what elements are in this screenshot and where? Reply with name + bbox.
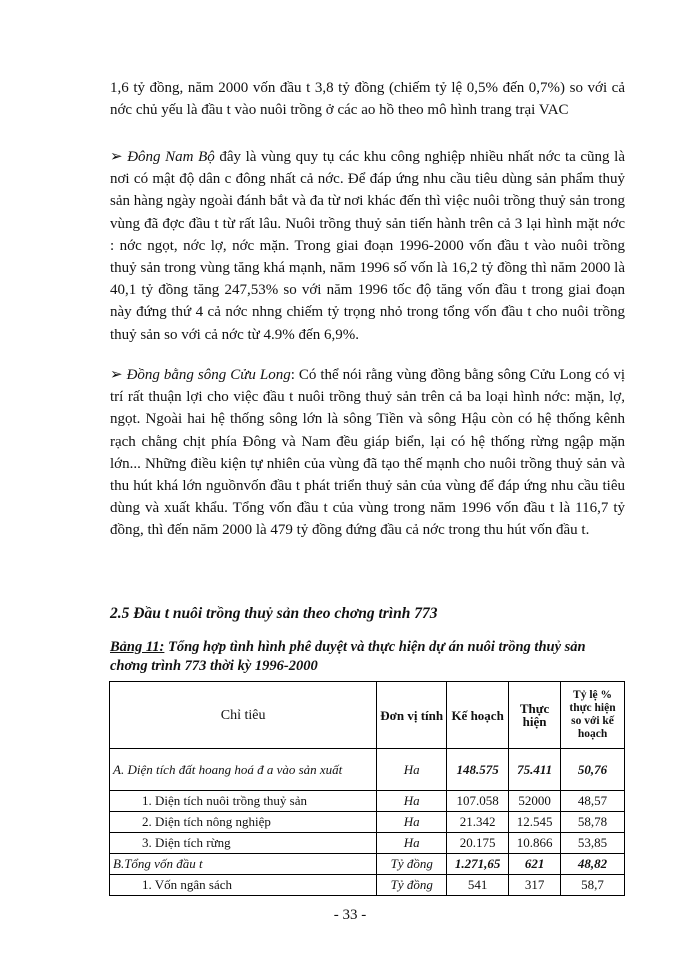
row-actual: 52000 (509, 791, 561, 812)
row-ratio: 48,57 (561, 791, 625, 812)
row-plan: 21.342 (447, 812, 509, 833)
table-row (110, 749, 625, 791)
row-ratio: 58,78 (561, 812, 625, 833)
row-unit: Tỷ đồng (377, 875, 447, 896)
arrow-bullet-icon: ➢ (110, 149, 128, 165)
row-unit: Ha (377, 791, 447, 812)
row-plan: 107.058 (447, 791, 509, 812)
table-caption-text: Tổng hợp tình hình phê duyệt và thực hiện dự án nuôi trồng thuỷ sản chơng trình 773 thời kỳ 1996-2000 (110, 639, 586, 674)
table-row (110, 791, 625, 812)
row-ratio: 58,7 (561, 875, 625, 896)
paragraph-mekong-delta-text: : Có thể nói rằng vùng đồng bằng sông Cửu Long có vị trí rất thuận lợi cho việc đầu t nuôi trồng thuỷ sản trên cả ba loại hình nớc: mặn, lợ, ngọt. Ngoài hai hệ thống sông lớn là sông Tiền và sông Hậu còn có hệ thống kênh rạch chằng chịt phía Đông và Nam đều giáp biển, lại có hệ thống rừng ngập mặn lớn... Những điều kiện tự nhiên của vùng đã tạo thế mạnh cho nuôi trồng thuỷ sản và thu hút khá lớn nguồnvốn đầu t phát triển thuỷ sản của vùng để đáp ứng nhu cầu tiêu dùng và xuất khẩu. Tổng vốn đầu t của vùng trong năm 1996 vốn đầu t là 116,7 tỷ đồng, thì đến năm 2000 là 479 tỷ đồng đứng đầu cả nớc trong thu hút vốn đầu t. (110, 367, 625, 539)
row-label: B.Tổng vốn đầu t (110, 854, 377, 875)
table-caption (110, 638, 625, 676)
region-name-southeast: Đông Nam Bộ (127, 149, 215, 165)
header-ratio: Tỷ lệ % thực hiện so với kế hoạch (561, 682, 625, 749)
section-title: 2.5 Đầu t nuôi trồng thuỷ sản theo chơng trình 773 (110, 605, 438, 622)
row-actual: 317 (509, 875, 561, 896)
row-label: 2. Diện tích nông nghiệp (110, 812, 377, 833)
table-caption-label: Bảng 11: (110, 639, 165, 655)
paragraph-southeast (110, 146, 625, 346)
row-unit: Tỷ đồng (377, 854, 447, 875)
row-actual: 12.545 (509, 812, 561, 833)
table-row (110, 854, 625, 875)
row-label: 3. Diện tích rừng (110, 833, 377, 854)
region-name-mekong-delta: Đồng bằng sông Cửu Long (126, 367, 291, 383)
row-ratio: 50,76 (561, 749, 625, 791)
paragraph-mekong-delta (110, 364, 625, 542)
row-actual: 75.411 (509, 749, 561, 791)
table-header-row (110, 682, 625, 749)
arrow-bullet-icon: ➢ (110, 367, 127, 383)
row-plan: 1.271,65 (447, 854, 509, 875)
page-number: - 33 - (333, 907, 367, 923)
paragraph-northern-investment: 1,6 tỷ đồng, năm 2000 vốn đầu t 3,8 tỷ đồng (chiếm tỷ lệ 0,5% đến 0,7%) so với cả nớc chủ yếu là đầu t vào nuôi trồng ở các ao hồ theo mô hình trang trại VAC (110, 80, 625, 119)
paragraph-southeast-text: đây là vùng quy tụ các khu công nghiệp nhiều nhất nớc ta cũng là nơi có mật độ dân c đông nhất cả nớc. Để đáp ứng nhu cầu tiêu dùng sản phẩm thuỷ sản hàng ngày ngoài đánh bắt và đa từ nơi khác đến thì việc nuôi trồng thuỷ sản trong vùng đã đợc đầu t từ rất lâu. Nuôi trồng thuỷ sản tiến hành trên cả 3 lại hình mặt nớc : nớc ngọt, nớc lợ, nớc mặn. Trong giai đoạn 1996-2000 vốn đầu t vào nuôi trồng thuỷ sản trong vùng tăng khá mạnh, năm 1996 số vốn là 16,2 tỷ đồng thì năm 2000 là 40,1 tỷ đồng tăng 247,53% so với năm 1996 tốc độ tăng vốn đầu t trong giai đoạn này đứng thứ 4 cả nớc nhng chiếm tỷ trọng nhỏ trong tổng vốn đầu t cho nuôi trồng thuỷ sản so với cả nớc từ 4.9% đến 6,9%. (110, 149, 625, 343)
row-plan: 20.175 (447, 833, 509, 854)
row-label: 1. Vốn ngân sách (110, 875, 377, 896)
row-plan: 541 (447, 875, 509, 896)
header-unit: Đơn vị tính (377, 682, 447, 749)
row-actual: 621 (509, 854, 561, 875)
header-plan: Kế hoạch (447, 682, 509, 749)
row-ratio: 48,82 (561, 854, 625, 875)
program-773-table (109, 681, 625, 896)
row-unit: Ha (377, 749, 447, 791)
row-label: A. Diện tích đất hoang hoá đ a vào sản xuất (110, 749, 377, 791)
row-unit: Ha (377, 812, 447, 833)
row-actual: 10.866 (509, 833, 561, 854)
row-ratio: 53,85 (561, 833, 625, 854)
header-actual: Thực hiện (509, 682, 561, 749)
row-label: 1. Diện tích nuôi trồng thuỷ sản (110, 791, 377, 812)
header-indicator: Chỉ tiêu (110, 682, 377, 749)
table-row (110, 833, 625, 854)
table-row (110, 812, 625, 833)
row-plan: 148.575 (447, 749, 509, 791)
table-row (110, 875, 625, 896)
row-unit: Ha (377, 833, 447, 854)
